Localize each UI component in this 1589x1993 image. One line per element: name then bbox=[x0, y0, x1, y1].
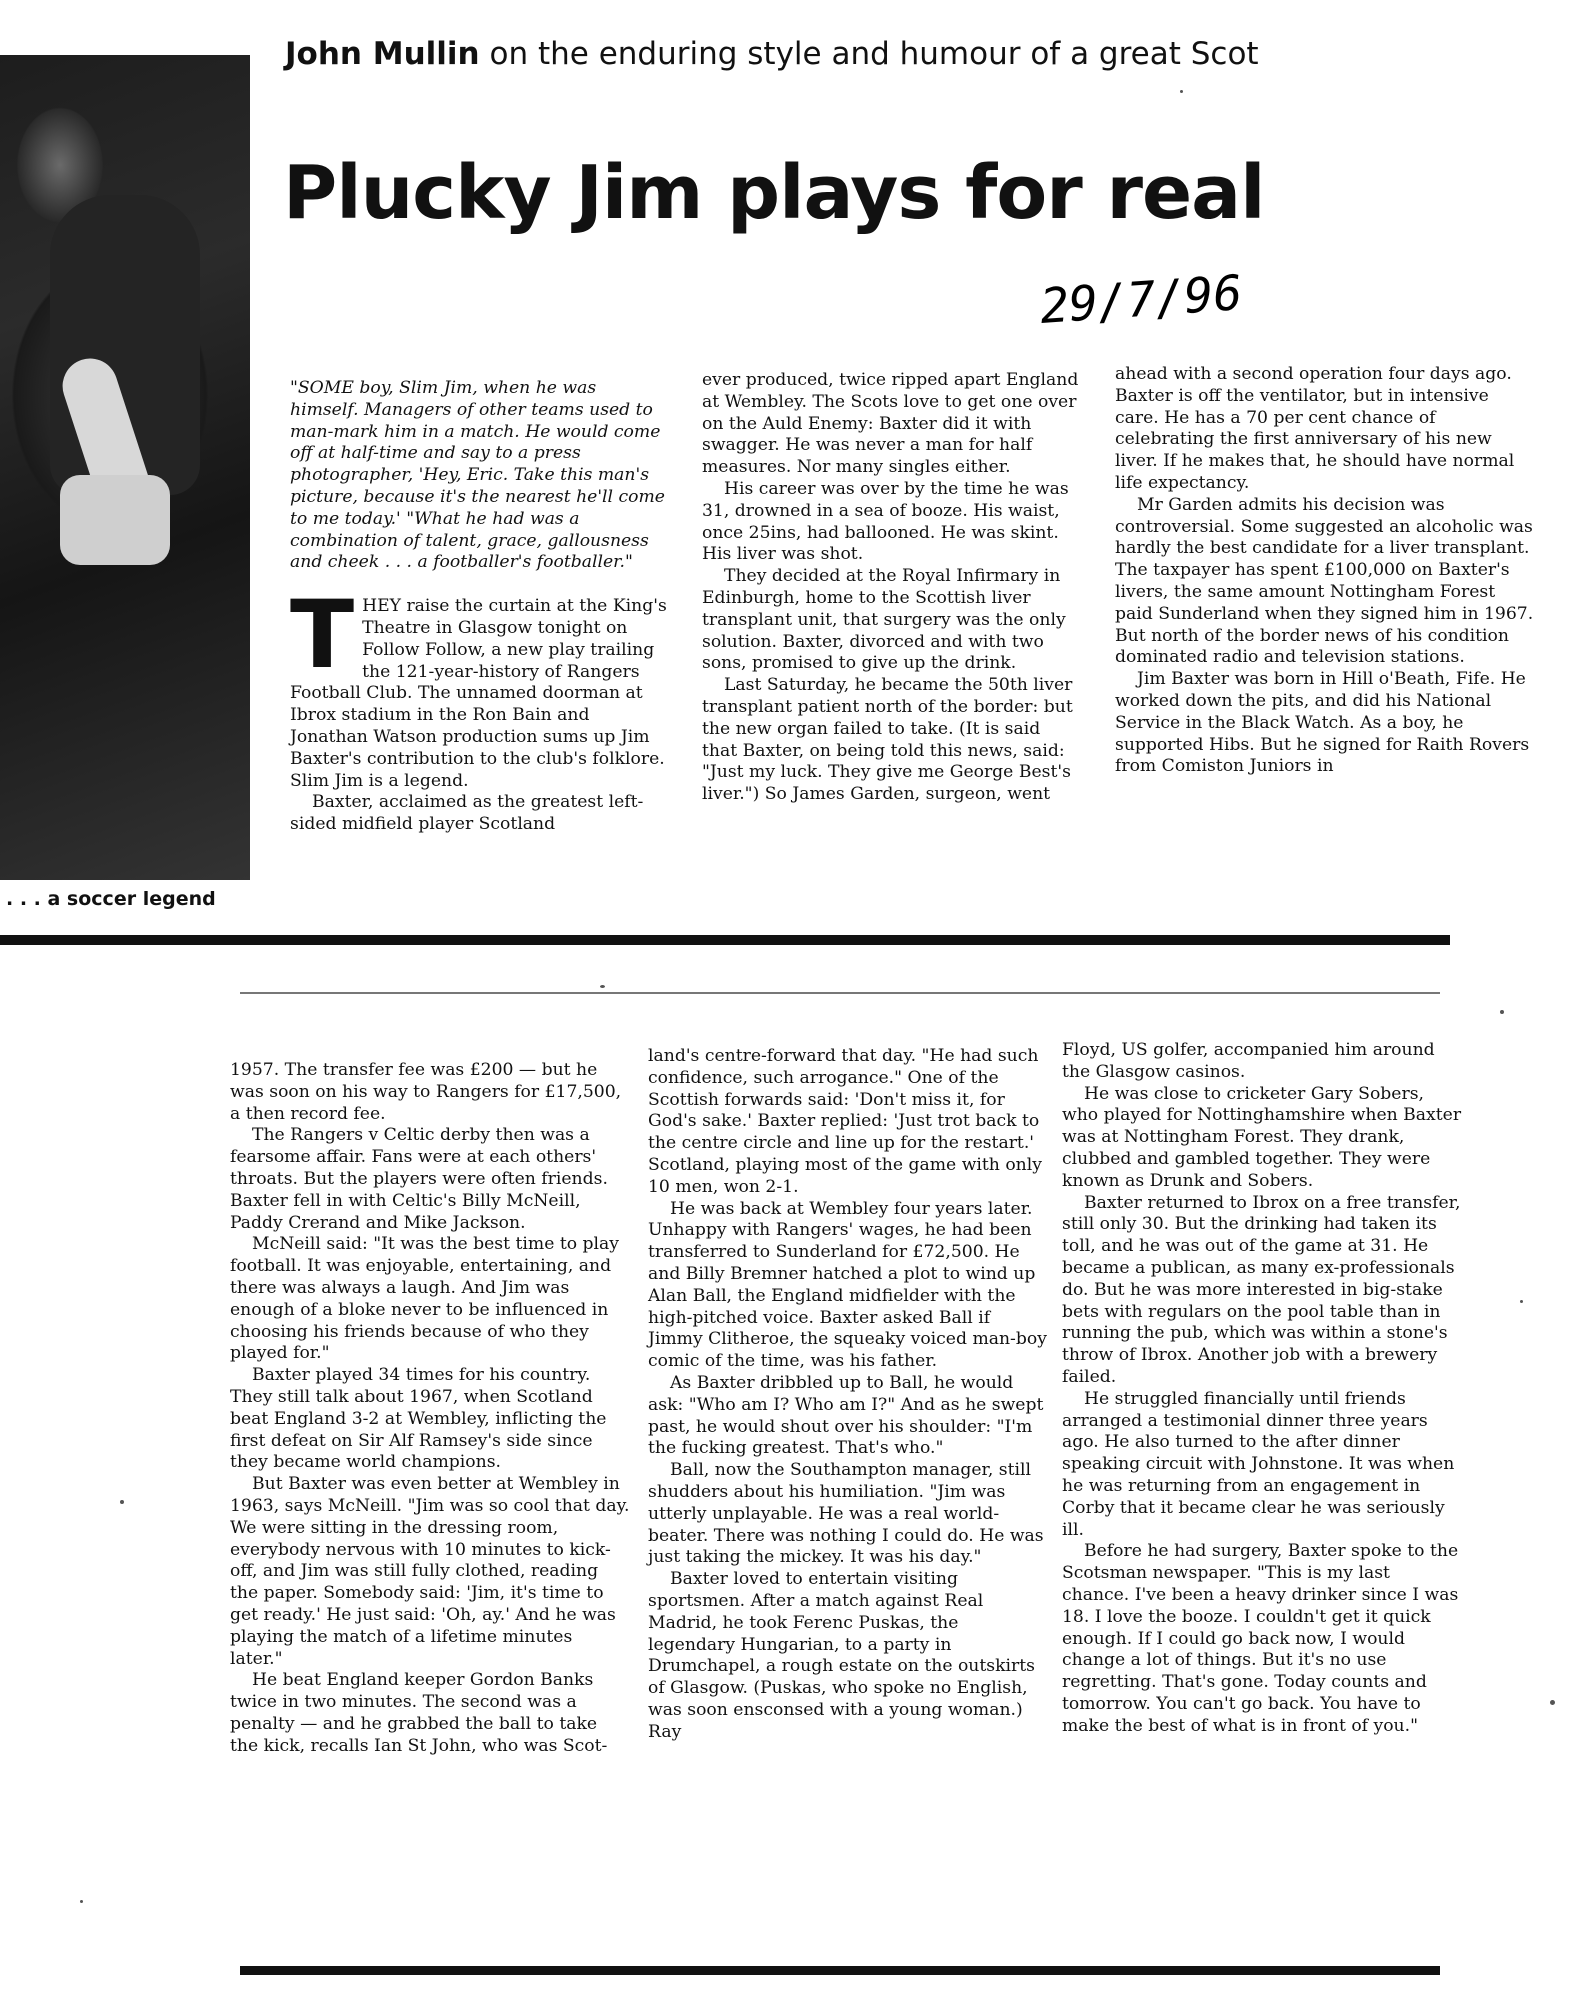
paragraph: As Baxter dribbled up to Ball, he would ask: "Who am I? Who am I?" And as he swept past, he would shout over his shoulder: "I'm the fucking greatest. That's who." bbox=[648, 1372, 1044, 1459]
bottom-rule bbox=[240, 1966, 1440, 1975]
scan-speck bbox=[1500, 1010, 1504, 1014]
kicker-text: on the enduring style and humour of a great Scot bbox=[479, 36, 1259, 72]
scan-speck bbox=[1180, 90, 1183, 93]
bottom-column-2 bbox=[648, 1046, 1048, 1744]
scan-speck bbox=[1550, 1700, 1555, 1705]
paragraph: Mr Garden admits his decision was controversial. Some suggested an alcoholic was hardly the best candidate for a liver transplant. The taxpayer has spent £100,000 on Baxter's livers, the same amount Nottingham Forest paid Sunderland when they signed him in 1967. But north of the border news of his condition dominated radio and television stations. bbox=[1115, 494, 1534, 668]
top-column-1 bbox=[290, 378, 668, 836]
player-photo bbox=[0, 55, 250, 880]
paragraph: They decided at the Royal Infirmary in Edinburgh, home to the Scottish liver transplant unit, that surgery was the only solution. Baxter, divorced and with two sons, promised to give up the drink. bbox=[702, 566, 1066, 674]
scan-speck bbox=[80, 1900, 83, 1903]
paragraph: Baxter, acclaimed as the greatest left-sided midfield player Scotland bbox=[290, 792, 644, 835]
bottom-column-1 bbox=[230, 1060, 630, 1758]
section-divider bbox=[0, 935, 1450, 945]
lead-paragraph bbox=[290, 581, 668, 792]
paragraph: He was close to cricketer Gary Sobers, who played for Nottinghamshire when Baxter was at Nottingham Forest. They drank, clubbed and gambled together. They were known as Drunk and Sobers. bbox=[1062, 1083, 1462, 1191]
paragraph: He struggled financially until friends arranged a testimonial dinner three years ago. He also turned to the after dinner speaking circuit with Johnstone. It was when he was returning from an engagement in Corby that it became clear he was seriously ill. bbox=[1062, 1388, 1455, 1540]
kicker bbox=[285, 36, 1545, 72]
top-column-2 bbox=[702, 370, 1080, 806]
paragraph: Ball, now the Southampton manager, still shudders about his humiliation. "Jim was utterly unplayable. He was a real world-beater. There was nothing I could do. He was just taking the mickey. It was his day." bbox=[648, 1460, 1044, 1568]
paragraph: Baxter returned to Ibrox on a free transfer, still only 30. But the drinking had taken its toll, and he was out of the game at 31. He became a publican, as many ex-professionals do. But he was more interested in big-stake bets with regulars on the pool table than in running the pub, which was within a stone's throw of Ibrox. Another job with a brewery failed. bbox=[1062, 1192, 1461, 1387]
handwritten-date: 29/7/96 bbox=[1038, 265, 1245, 335]
scan-speck bbox=[120, 1500, 124, 1504]
paragraph: He beat England keeper Gordon Banks twice in two minutes. The second was a penalty — and he grabbed the ball to take the kick, recalls Ian St John, who was Scot- bbox=[230, 1670, 608, 1756]
paragraph: McNeill said: "It was the best time to play football. It was enjoyable, entertaining, and there was always a laugh. And Jim was enough of a bloke never to be influenced in choosing his friends because of who they played for." bbox=[230, 1234, 620, 1364]
paragraph: He was back at Wembley four years later. Unhappy with Rangers' wages, he had been transferred to Sunderland for £72,500. He and Billy Bremner hatched a plot to wind up Alan Ball, the England midfielder with the high-pitched voice. Baxter asked Ball if Jimmy Clitheroe, the squeaky voiced man-boy comic of the time, was his father. bbox=[648, 1198, 1047, 1372]
paragraph: The Rangers v Celtic derby then was a fearsome affair. Fans were at each others' throats. But the players were often friends. Baxter fell in with Celtic's Billy McNeill, Paddy Crerand and Mike Jackson. bbox=[230, 1125, 608, 1233]
paragraph: Before he had surgery, Baxter spoke to the Scotsman newspaper. "This is my last chance. I've been a heavy drinker since I was 18. I love the booze. I couldn't get it quick enough. If I could go back now, I would change a lot of things. But it's no use regretting. That's gone. Today counts and tomorrow. You can't go back. You have to make the best of what is in front of you." bbox=[1062, 1541, 1459, 1736]
paragraph: Floyd, US golfer, accompanied him around the Glasgow casinos. bbox=[1062, 1040, 1435, 1082]
scan-speck bbox=[1520, 1300, 1523, 1303]
author-name: John Mullin bbox=[285, 36, 480, 72]
headline: Plucky Jim plays for real bbox=[283, 150, 1265, 236]
player-shorts bbox=[60, 475, 170, 565]
pull-quote: "SOME boy, Slim Jim, when he was himself. Managers of other teams used to man-mark him in a match. He would come off at half-time and say to a press photographer, 'Hey, Eric. Take this man's picture, because it's the nearest he'll come to me today.' "What he had was a combination of talent, grace, gallousness and cheek . . . a footballer's footballer." bbox=[290, 378, 665, 573]
paragraph: ever produced, twice ripped apart England at Wembley. The Scots love to get one over on the Auld Enemy: Baxter did it with swagger. He was never a man for half measures. Nor many singles either. bbox=[702, 370, 1079, 478]
paragraph: ahead with a second operation four days ago. Baxter is off the ventilator, but in intensive care. He has a 70 per cent chance of celebrating the first anniversary of his new liver. If he makes that, he should have normal life expectancy. bbox=[1115, 364, 1515, 493]
paragraph: Last Saturday, he became the 50th liver transplant patient north of the border: but the new organ failed to take. (It is said that Baxter, on being told this news, said: "Just my luck. They give me George Best's liver.") So James Garden, surgeon, went bbox=[702, 675, 1073, 805]
scan-speck bbox=[600, 985, 605, 988]
top-column-3 bbox=[1115, 364, 1535, 778]
section-divider-thin bbox=[240, 992, 1440, 994]
paragraph: Baxter loved to entertain visiting sportsmen. After a match against Real Madrid, he took Ferenc Puskas, the legendary Hungarian, to a party in Drumchapel, a rough estate on the outskirts of Glasgow. (Puskas, who spoke no English, was soon ensconsed with a young woman.) Ray bbox=[648, 1569, 1035, 1742]
paragraph: 1957. The transfer fee was £200 — but he was soon on his way to Rangers for £17,500, a then record fee. bbox=[230, 1060, 622, 1124]
photo-caption: . . . a soccer legend bbox=[6, 888, 216, 910]
paragraph: His career was over by the time he was 31, drowned in a sea of booze. His waist, once 25ins, had ballooned. He was skint. His liver was shot. bbox=[702, 478, 1069, 565]
paragraph: Jim Baxter was born in Hill o'Beath, Fife. He worked down the pits, and did his National Service in the Black Watch. As a boy, he supported Hibs. But he signed for Raith Rovers from Comiston Juniors in bbox=[1115, 669, 1530, 777]
paragraph-text: HEY raise the curtain at the King's Theatre in Glasgow tonight on Follow Follow, a new play trailing the 121-year-history of Rangers Football Club. The unnamed doorman at Ibrox stadium in the Ron Bain and Jonathan Watson production sums up Jim Baxter's contribution to the club's folklore. Slim Jim is a legend. bbox=[290, 596, 667, 791]
paragraph: But Baxter was even better at Wembley in 1963, says McNeill. "Jim was so cool that day. We were sitting in the dressing room, everybody nervous with 10 minutes to kick-off, and Jim was still fully clothed, reading the paper. Somebody said: 'Jim, it's time to get ready.' He just said: 'Oh, ay.' And he was playing the match of a lifetime minutes later." bbox=[230, 1474, 630, 1669]
bottom-column-3 bbox=[1062, 1040, 1462, 1738]
paragraph: land's centre-forward that day. "He had such confidence, such arrogance." One of the Scottish forwards said: 'Don't miss it, for God's sake.' Baxter replied: 'Just trot back to the centre circle and line up for the restart.' Scotland, playing most of the game with only 10 men, won 2-1. bbox=[648, 1046, 1042, 1197]
paragraph: Baxter played 34 times for his country. They still talk about 1967, when Scotland beat England 3-2 at Wembley, inflicting the first defeat on Sir Alf Ramsey's side since they became world champions. bbox=[230, 1365, 607, 1473]
drop-cap: T bbox=[290, 581, 355, 691]
